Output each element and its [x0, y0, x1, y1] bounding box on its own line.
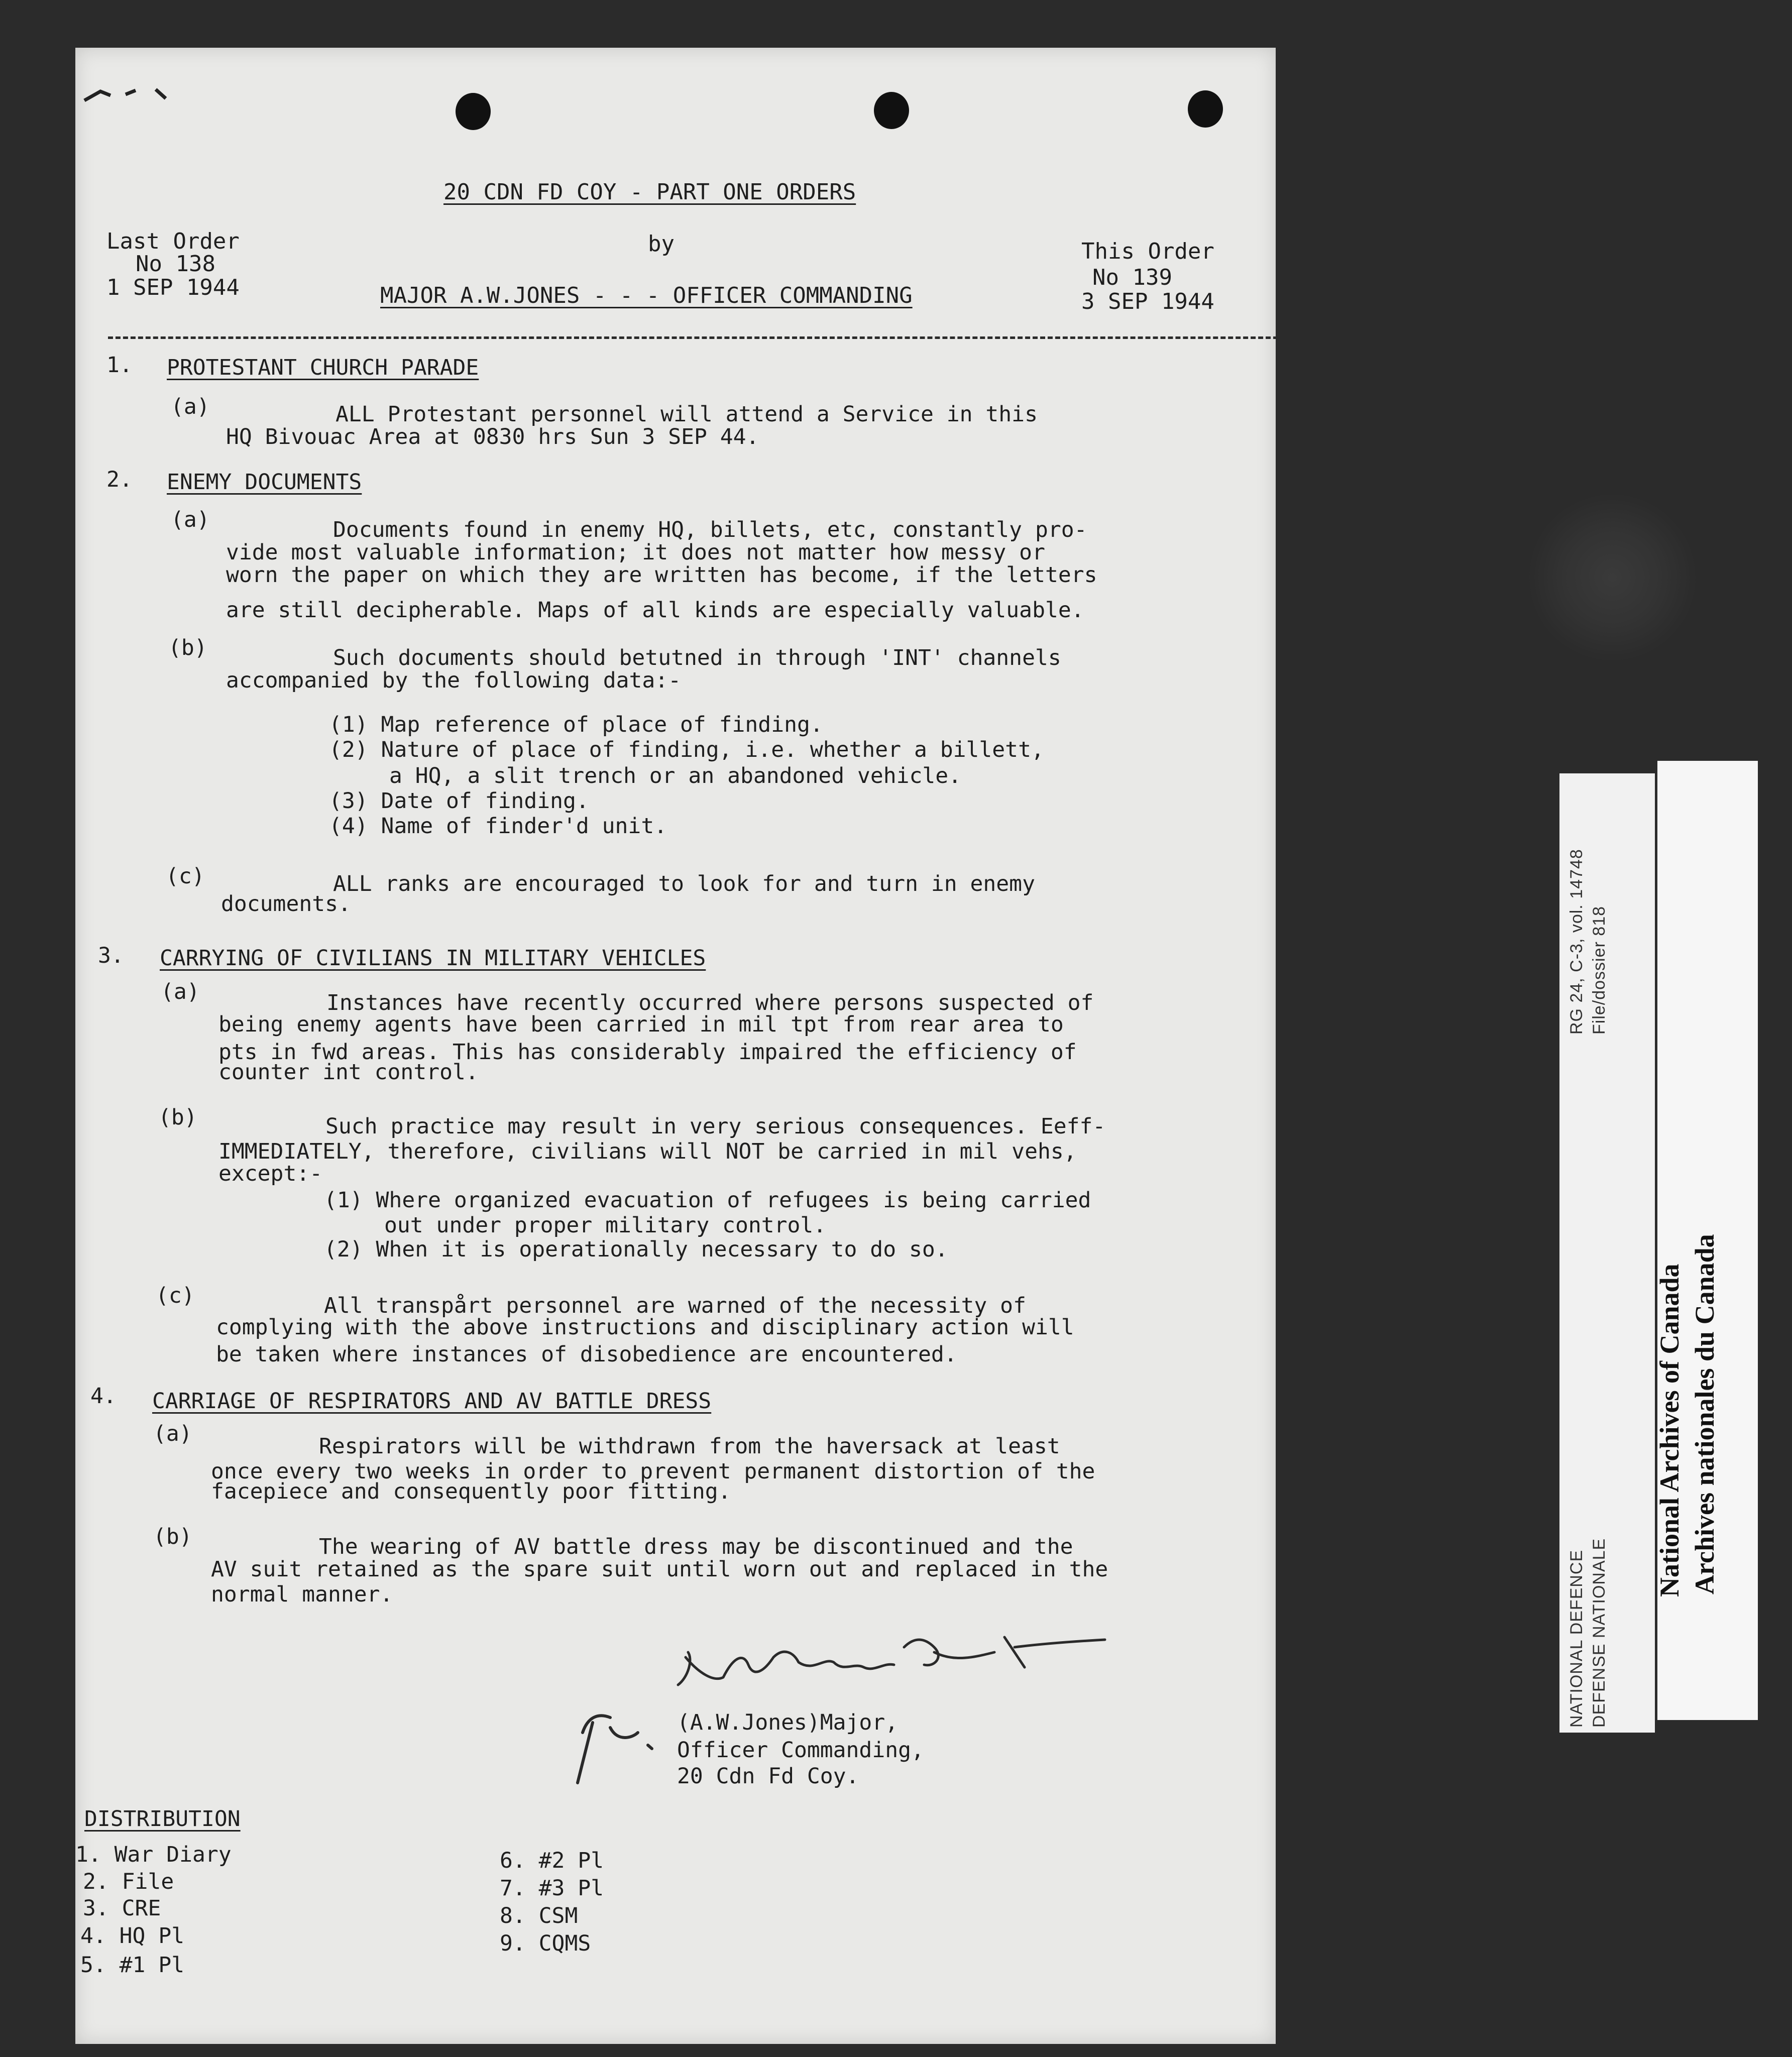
list-item: (2) Nature of place of finding, i.e. whether a billett,	[329, 737, 1044, 762]
para-label: (a)	[153, 1421, 192, 1446]
distribution-item: 3. CRE	[83, 1896, 161, 1921]
para-text: normal manner.	[211, 1582, 393, 1607]
archives-name-en: National Archives of Canada	[1654, 1264, 1685, 1597]
commander-line: MAJOR A.W.JONES - - - OFFICER COMMANDING	[380, 283, 913, 308]
para-label: (b)	[153, 1524, 192, 1549]
para-text: worn the paper on which they are written has become, if the letters	[226, 562, 1097, 588]
this-order-date: 3 SEP 1944	[1081, 289, 1214, 314]
corner-ink-mark	[80, 80, 181, 110]
last-order-date: 1 SEP 1944	[106, 275, 240, 300]
distribution-item: 2. File	[83, 1869, 174, 1894]
para-label: (c)	[156, 1283, 195, 1308]
para-text: vide most valuable information; it does not matter how messy or	[226, 540, 1045, 565]
para-text: accompanied by the following data:-	[226, 668, 682, 693]
last-order-label: Last Order	[106, 228, 240, 254]
archive-ref-volume: RG 24, C-3, vol. 14748	[1567, 849, 1586, 1035]
para-text: ALL ranks are encouraged to look for and turn in enemy	[333, 871, 1035, 896]
para-text: complying with the above instructions and disciplinary action will	[216, 1315, 1074, 1340]
header-divider	[108, 336, 1278, 339]
list-item: (1) Where organized evacuation of refugees is being carried	[324, 1188, 1091, 1213]
para-label: (a)	[171, 394, 210, 419]
signature-line: 20 Cdn Fd Coy.	[677, 1764, 859, 1789]
para-text: The wearing of AV battle dress may be discontinued and the	[319, 1534, 1073, 1559]
para-text: Respirators will be withdrawn from the haversack at least	[319, 1434, 1060, 1459]
para-text: Documents found in enemy HQ, billets, etc, constantly pro-	[333, 517, 1087, 542]
para-text: facepiece and consequently poor fitting.	[211, 1479, 731, 1504]
para-text: counter int control.	[218, 1060, 479, 1085]
section-heading: CARRYING OF CIVILIANS IN MILITARY VEHICLES	[160, 946, 706, 971]
last-order-number: No 138	[136, 251, 215, 277]
para-label: (b)	[168, 635, 207, 660]
signature-line: (A.W.Jones)Major,	[677, 1710, 899, 1735]
distribution-item: 1. War Diary	[75, 1842, 232, 1867]
signature-line: Officer Commanding,	[677, 1738, 924, 1763]
para-label: (b)	[158, 1105, 197, 1130]
para-text: ALL Protestant personnel will attend a Service in this	[335, 402, 1038, 427]
department-fr: DEFENSE NATIONALE	[1590, 1538, 1609, 1728]
distribution-item: 7. #3 Pl	[500, 1876, 604, 1901]
punch-hole	[1188, 90, 1223, 128]
punch-hole	[874, 92, 909, 129]
department-en: NATIONAL DEFENCE	[1567, 1549, 1586, 1728]
list-item: (4) Name of finder'd unit.	[329, 814, 667, 839]
list-item: a HQ, a slit trench or an abandoned vehicle.	[389, 763, 962, 788]
para-text: Instances have recently occurred where persons suspected of	[326, 990, 1094, 1015]
list-item: (3) Date of finding.	[329, 788, 589, 814]
para-text: are still decipherable. Maps of all kinds are especially valuable.	[226, 598, 1084, 623]
handwritten-name	[683, 1672, 688, 1673]
page-title: 20 CDN FD COY - PART ONE ORDERS	[443, 179, 856, 205]
distribution-item: 8. CSM	[500, 1903, 578, 1928]
distribution-item: 5. #1 Pl	[80, 1953, 185, 1978]
background-smudge	[1527, 492, 1698, 663]
para-label: (a)	[161, 979, 200, 1004]
punch-hole	[456, 93, 491, 130]
section-heading: CARRIAGE OF RESPIRATORS AND AV BATTLE DRESS	[152, 1389, 712, 1414]
by-text: by	[648, 231, 675, 257]
para-text: Such practice may result in very serious consequences. Eeff-	[325, 1114, 1106, 1139]
section-number: 2.	[106, 467, 133, 492]
section-heading: ENEMY DOCUMENTS	[167, 470, 362, 495]
list-item: out under proper military control.	[384, 1213, 827, 1238]
para-text: IMMEDIATELY, therefore, civilians will NOT be carried in mil vehs,	[218, 1139, 1077, 1164]
distribution-item: 9. CQMS	[500, 1931, 591, 1956]
distribution-heading: DISTRIBUTION	[84, 1806, 241, 1832]
distribution-item: 4. HQ Pl	[80, 1923, 185, 1949]
archives-name-fr: Archives nationales du Canada	[1690, 1234, 1720, 1594]
this-order-number: No 139	[1092, 265, 1172, 290]
para-label: (a)	[171, 507, 210, 532]
para-text: Such documents should betutned in through 'INT' channels	[333, 645, 1061, 670]
para-text: All transpårt personnel are warned of the necessity of	[324, 1293, 1026, 1318]
section-number: 1.	[106, 353, 133, 378]
list-item: (2) When it is operationally necessary to do so.	[324, 1237, 948, 1262]
para-label: (c)	[166, 864, 205, 889]
para-text: HQ Bivouac Area at 0830 hrs Sun 3 SEP 44.	[226, 424, 759, 449]
list-item: (1) Map reference of place of finding.	[329, 712, 823, 737]
para-text: AV suit retained as the spare suit until worn out and replaced in the	[211, 1557, 1108, 1582]
para-text: documents.	[221, 891, 351, 917]
para-text: except:-	[218, 1161, 323, 1186]
archive-ref-file: File/dossier 818	[1590, 905, 1609, 1035]
para-text: once every two weeks in order to prevent permanent distortion of the	[211, 1459, 1095, 1484]
this-order-label: This Order	[1081, 239, 1214, 264]
para-text: be taken where instances of disobedience are encountered.	[216, 1342, 957, 1367]
section-number: 3.	[98, 943, 124, 968]
section-number: 4.	[90, 1384, 117, 1409]
distribution-item: 6. #2 Pl	[500, 1848, 604, 1873]
para-text: being enemy agents have been carried in mil tpt from rear area to	[218, 1012, 1064, 1037]
para-text: pts in fwd areas. This has considerably impaired the efficiency of	[218, 1040, 1077, 1065]
section-heading: PROTESTANT CHURCH PARADE	[167, 355, 479, 380]
